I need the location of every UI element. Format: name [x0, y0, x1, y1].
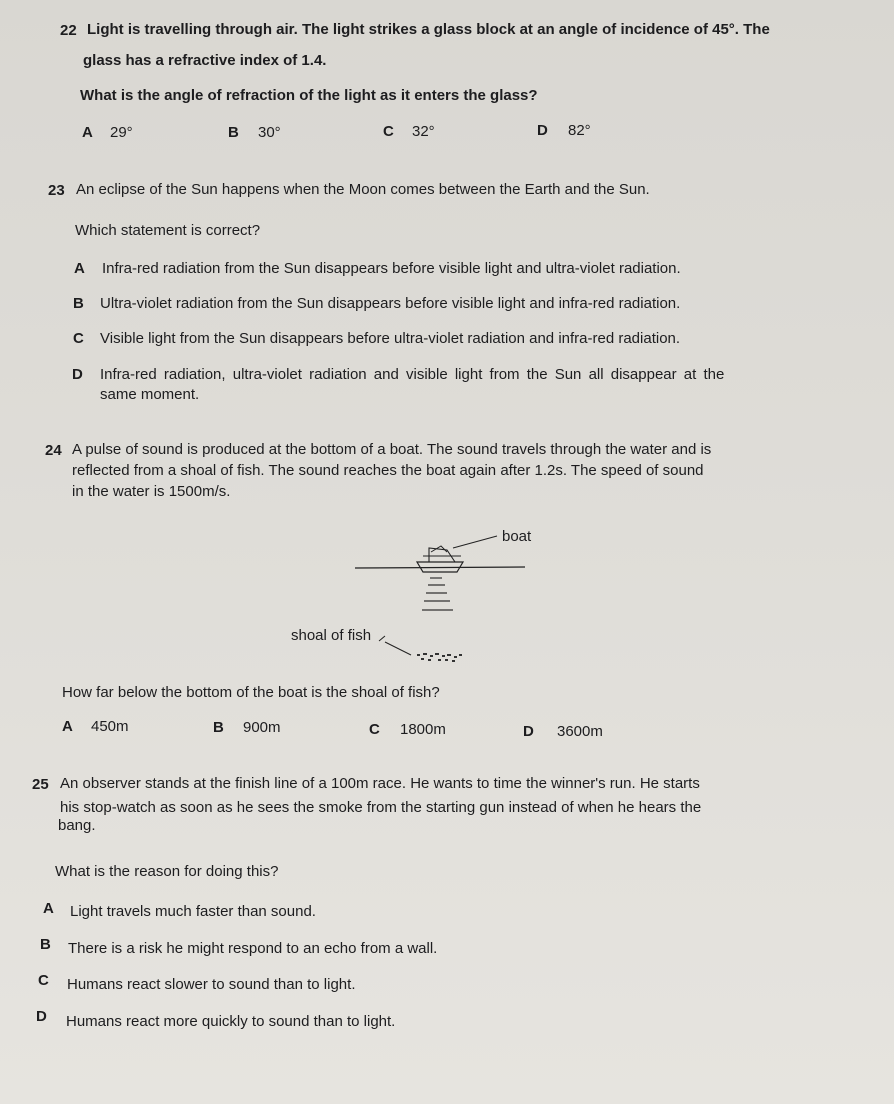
option-letter: D	[537, 122, 548, 139]
option-text: 82°	[568, 122, 591, 139]
option-text: 450m	[91, 718, 129, 735]
shoal-pointer-tick	[379, 636, 385, 641]
option-text: 3600m	[557, 723, 603, 740]
option-letter: C	[38, 972, 49, 989]
question-prompt: How far below the bottom of the boat is the shoal of fish?	[62, 684, 440, 701]
option-letter: D	[36, 1008, 47, 1025]
option-text: Ultra-violet radiation from the Sun disappears before visible light and infra-red radiation.	[100, 295, 681, 312]
boat-pointer-line	[453, 536, 497, 548]
option-letter: C	[369, 721, 380, 738]
option-letter: B	[228, 124, 239, 141]
question-prompt: What is the angle of refraction of the light as it enters the glass?	[80, 87, 538, 104]
option-text: Humans react more quickly to sound than to light.	[66, 1013, 396, 1030]
fish-shoal	[417, 653, 462, 662]
option-letter: D	[523, 723, 534, 740]
question-stem-line: An observer stands at the finish line of a 100m race. He wants to time the winner's run. He starts	[60, 775, 700, 792]
option-text: Visible light from the Sun disappears before ultra-violet radiation and infra-red radiation.	[100, 330, 681, 347]
question-number: 22	[60, 22, 77, 39]
question-stem-line: A pulse of sound is produced at the bottom of a boat. The sound travels through the water and is	[72, 441, 712, 458]
question-number: 24	[45, 442, 62, 459]
option-text-continued: same moment.	[100, 386, 200, 403]
question-stem-line: in the water is 1500m/s.	[72, 483, 231, 500]
option-text: Humans react slower to sound than to light.	[67, 976, 356, 993]
question-stem-line: Light is travelling through air. The light strikes a glass block at an angle of incidence of 45°. The	[87, 21, 770, 38]
option-letter: B	[213, 719, 224, 736]
question-stem-line: An eclipse of the Sun happens when the Moon comes between the Earth and the Sun.	[76, 181, 650, 198]
option-text: Infra-red radiation, ultra-violet radiation and visible light from the Sun all disappear at the	[100, 366, 725, 383]
option-letter: A	[62, 718, 73, 735]
option-letter: C	[73, 330, 84, 347]
question-stem-line: glass has a refractive index of 1.4.	[83, 52, 327, 69]
boat-cabin	[429, 548, 455, 562]
question-number: 25	[32, 776, 49, 793]
option-text: 30°	[258, 124, 281, 141]
question-number: 23	[48, 182, 65, 199]
option-letter: D	[72, 366, 83, 383]
question-prompt: Which statement is correct?	[75, 222, 261, 239]
option-text: There is a risk he might respond to an echo from a wall.	[68, 940, 438, 957]
question-stem-line: bang.	[58, 817, 96, 834]
question-prompt: What is the reason for doing this?	[55, 863, 279, 880]
option-letter: A	[74, 260, 85, 277]
shoal-label: shoal of fish	[291, 627, 372, 644]
shoal-pointer-line	[385, 642, 411, 655]
option-text: 1800m	[400, 721, 446, 738]
option-letter: B	[40, 936, 51, 953]
question-stem-line: reflected from a shoal of fish. The sound reaches the boat again after 1.2s. The speed of sound	[72, 462, 704, 479]
option-letter: A	[43, 900, 54, 917]
boat-sonar-diagram	[285, 520, 545, 670]
option-text: Infra-red radiation from the Sun disappears before visible light and ultra-violet radiation.	[102, 260, 681, 277]
option-letter: C	[383, 123, 394, 140]
option-text: 900m	[243, 719, 281, 736]
option-letter: A	[82, 124, 93, 141]
water-surface-line	[355, 567, 525, 568]
boat-label: boat	[502, 528, 532, 545]
question-stem-line: his stop-watch as soon as he sees the smoke from the starting gun instead of when he hears the	[60, 799, 702, 816]
option-text: 29°	[110, 124, 133, 141]
option-text: Light travels much faster than sound.	[70, 903, 316, 920]
option-letter: B	[73, 295, 84, 312]
option-text: 32°	[412, 123, 435, 140]
